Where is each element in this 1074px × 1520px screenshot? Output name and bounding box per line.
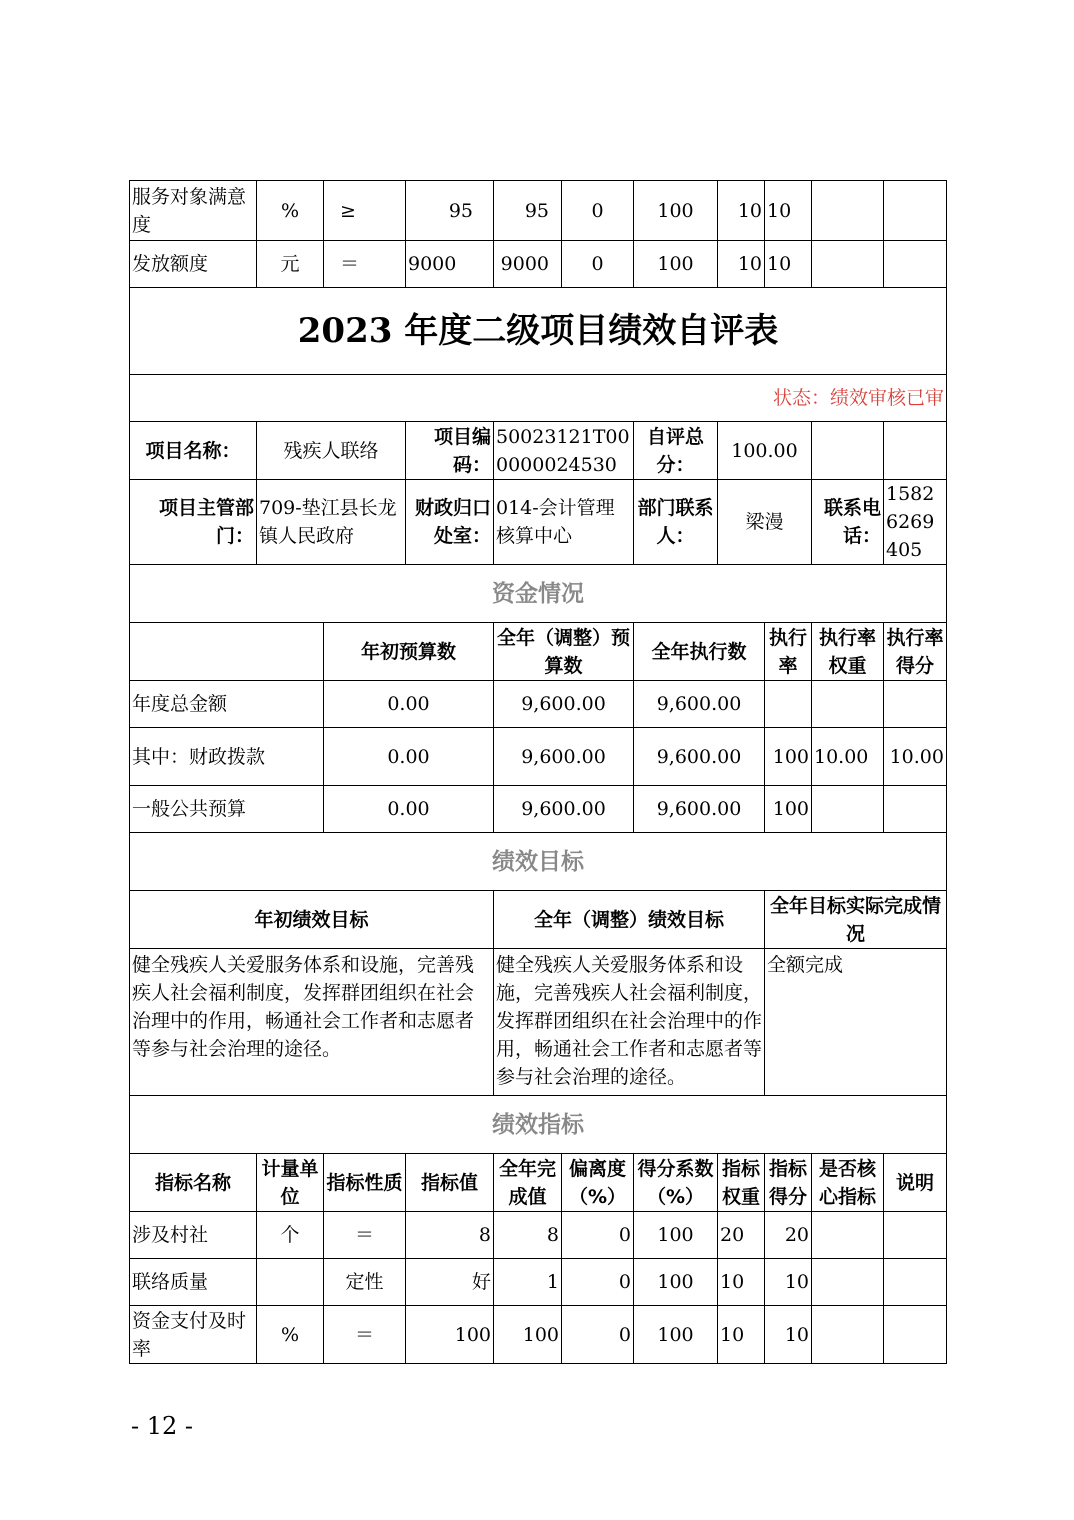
- funds-executed: 9,600.00: [634, 681, 765, 728]
- indicators-header: 全年完成值: [494, 1154, 562, 1212]
- table-row: [130, 1212, 947, 1259]
- info-row: [130, 480, 947, 565]
- table-row: [130, 728, 947, 786]
- indicators-header: 是否核心指标: [812, 1154, 884, 1212]
- section-heading-indicators: 绩效指标: [130, 1096, 947, 1154]
- indicator-weight: 10: [718, 181, 765, 241]
- funds-header: [130, 623, 324, 681]
- funds-rate: 100: [765, 786, 812, 833]
- table-row: [130, 681, 947, 728]
- indicator-name: 发放额度: [130, 241, 257, 288]
- indicator-value: 8: [406, 1212, 494, 1259]
- indicators-header: 指标值: [406, 1154, 494, 1212]
- section-heading-funds: 资金情况: [130, 565, 947, 623]
- indicator-nature: ＝: [324, 1212, 406, 1259]
- goals-actual-header: 全年目标实际完成情况: [765, 891, 947, 949]
- self-score: 100.00: [718, 422, 812, 480]
- goals-initial-header: 年初绩效目标: [130, 891, 494, 949]
- funds-score: 10.00: [884, 728, 947, 786]
- phone-label: 联系电话：: [812, 480, 884, 565]
- goals-row: [130, 949, 947, 1096]
- indicator-name: 联络质量: [130, 1259, 257, 1306]
- indicator-note: [884, 1212, 947, 1259]
- goals-adjusted: 健全残疾人关爱服务体系和设施，完善残疾人社会福利制度，发挥群团组织在社会治理中的作用，畅通社会工作者和志愿者等参与社会治理的途径。: [494, 949, 765, 1096]
- indicator-nature: ≥: [324, 181, 406, 241]
- funds-executed: 9,600.00: [634, 786, 765, 833]
- indicator-core: [812, 1306, 884, 1364]
- indicator-score: 10: [765, 1259, 812, 1306]
- indicator-unit: %: [257, 181, 324, 241]
- indicator-core: [812, 1212, 884, 1259]
- project-code: 50023121T000000024530: [494, 422, 634, 480]
- indicator-value: 95: [406, 181, 494, 241]
- finance: 014-会计管理核算中心: [494, 480, 634, 565]
- indicator-unit: %: [257, 1306, 324, 1364]
- indicators-header: 指标权重: [718, 1154, 765, 1212]
- indicator-nature: 定性: [324, 1259, 406, 1306]
- goals-initial: 健全残疾人关爱服务体系和设施，完善残疾人社会福利制度，发挥群团组织在社会治理中的作用，畅通社会工作者和志愿者等参与社会治理的途径。: [130, 949, 494, 1096]
- funds-label: 其中：财政拨款: [130, 728, 324, 786]
- funds-rate: 100: [765, 728, 812, 786]
- project-name: 残疾人联络: [257, 422, 406, 480]
- indicator-note: [884, 181, 947, 241]
- indicator-score: 10: [765, 1306, 812, 1364]
- table-row: [130, 786, 947, 833]
- indicator-score: 10: [765, 241, 812, 288]
- indicators-header: 指标得分: [765, 1154, 812, 1212]
- self-score-label: 自评总分：: [634, 422, 718, 480]
- info-row: [130, 422, 947, 480]
- goals-header-row: [130, 891, 947, 949]
- project-code-label: 项目编码：: [406, 422, 494, 480]
- indicator-core: [812, 241, 884, 288]
- funds-score: [884, 786, 947, 833]
- indicator-unit: [257, 1259, 324, 1306]
- table-row: [130, 1306, 947, 1364]
- indicator-value: 好: [406, 1259, 494, 1306]
- goals-actual: 全额完成: [765, 949, 947, 1096]
- indicator-coef: 100: [634, 1259, 718, 1306]
- indicator-deviation: 0: [562, 181, 634, 241]
- funds-adjusted: 9,600.00: [494, 786, 634, 833]
- phone: 15826269405: [884, 480, 947, 565]
- indicator-core: [812, 181, 884, 241]
- contact: 梁漫: [718, 480, 812, 565]
- funds-header: 执行率权重: [812, 623, 884, 681]
- funds-executed: 9,600.00: [634, 728, 765, 786]
- indicators-header: 指标性质: [324, 1154, 406, 1212]
- dept: 709-垫江县长龙镇人民政府: [257, 480, 406, 565]
- indicator-weight: 10: [718, 1306, 765, 1364]
- indicator-note: [884, 1259, 947, 1306]
- funds-weight: [812, 786, 884, 833]
- indicator-value: 100: [406, 1306, 494, 1364]
- funds-header: 执行率得分: [884, 623, 947, 681]
- section-heading-goals: 绩效目标: [130, 833, 947, 891]
- funds-weight: 10.00: [812, 728, 884, 786]
- indicator-deviation: 0: [562, 1212, 634, 1259]
- indicator-core: [812, 1259, 884, 1306]
- project-name-label: 项目名称：: [130, 422, 257, 480]
- indicator-name: 服务对象满意度: [130, 181, 257, 241]
- funds-header-row: [130, 623, 947, 681]
- page-title: 2023 年度二级项目绩效自评表: [130, 288, 947, 375]
- indicator-note: [884, 1306, 947, 1364]
- table-row: [130, 241, 947, 288]
- indicators-header: 说明: [884, 1154, 947, 1212]
- funds-header: 执行率: [765, 623, 812, 681]
- indicator-coef: 100: [634, 181, 718, 241]
- finance-label: 财政归口处室：: [406, 480, 494, 565]
- indicators-header: 计量单位: [257, 1154, 324, 1212]
- indicator-value: 9000: [406, 241, 494, 288]
- indicator-weight: 10: [718, 241, 765, 288]
- indicator-unit: 元: [257, 241, 324, 288]
- funds-adjusted: 9,600.00: [494, 681, 634, 728]
- indicator-nature: ＝: [324, 241, 406, 288]
- table-row: [130, 1259, 947, 1306]
- indicator-deviation: 0: [562, 241, 634, 288]
- indicators-header: 得分系数（%）: [634, 1154, 718, 1212]
- indicator-score: 10: [765, 181, 812, 241]
- contact-label: 部门联系人：: [634, 480, 718, 565]
- indicator-coef: 100: [634, 241, 718, 288]
- indicators-header-row: [130, 1154, 947, 1212]
- funds-header: 全年（调整）预算数: [494, 623, 634, 681]
- indicator-name: 涉及村社: [130, 1212, 257, 1259]
- page-number: - 12 -: [131, 1412, 194, 1440]
- funds-initial: 0.00: [324, 728, 494, 786]
- indicators-header: 偏离度（%）: [562, 1154, 634, 1212]
- indicator-nature: ＝: [324, 1306, 406, 1364]
- funds-initial: 0.00: [324, 786, 494, 833]
- funds-rate: [765, 681, 812, 728]
- indicator-complete: 1: [494, 1259, 562, 1306]
- indicator-weight: 20: [718, 1212, 765, 1259]
- indicator-complete: 9000: [494, 241, 562, 288]
- indicator-unit: 个: [257, 1212, 324, 1259]
- funds-weight: [812, 681, 884, 728]
- indicator-coef: 100: [634, 1212, 718, 1259]
- indicator-name: 资金支付及时率: [130, 1306, 257, 1364]
- funds-header: 全年执行数: [634, 623, 765, 681]
- performance-table: [129, 180, 947, 1364]
- indicator-deviation: 0: [562, 1259, 634, 1306]
- funds-label: 年度总金额: [130, 681, 324, 728]
- funds-initial: 0.00: [324, 681, 494, 728]
- funds-label: 一般公共预算: [130, 786, 324, 833]
- indicator-weight: 10: [718, 1259, 765, 1306]
- indicator-note: [884, 241, 947, 288]
- funds-adjusted: 9,600.00: [494, 728, 634, 786]
- indicator-deviation: 0: [562, 1306, 634, 1364]
- indicator-complete: 95: [494, 181, 562, 241]
- goals-adjusted-header: 全年（调整）绩效目标: [494, 891, 765, 949]
- indicator-coef: 100: [634, 1306, 718, 1364]
- indicator-complete: 100: [494, 1306, 562, 1364]
- status-badge: 状态：绩效审核已审: [130, 375, 947, 422]
- indicator-score: 20: [765, 1212, 812, 1259]
- indicators-header: 指标名称: [130, 1154, 257, 1212]
- funds-header: 年初预算数: [324, 623, 494, 681]
- funds-score: [884, 681, 947, 728]
- dept-label: 项目主管部门：: [130, 480, 257, 565]
- table-row: [130, 181, 947, 241]
- indicator-complete: 8: [494, 1212, 562, 1259]
